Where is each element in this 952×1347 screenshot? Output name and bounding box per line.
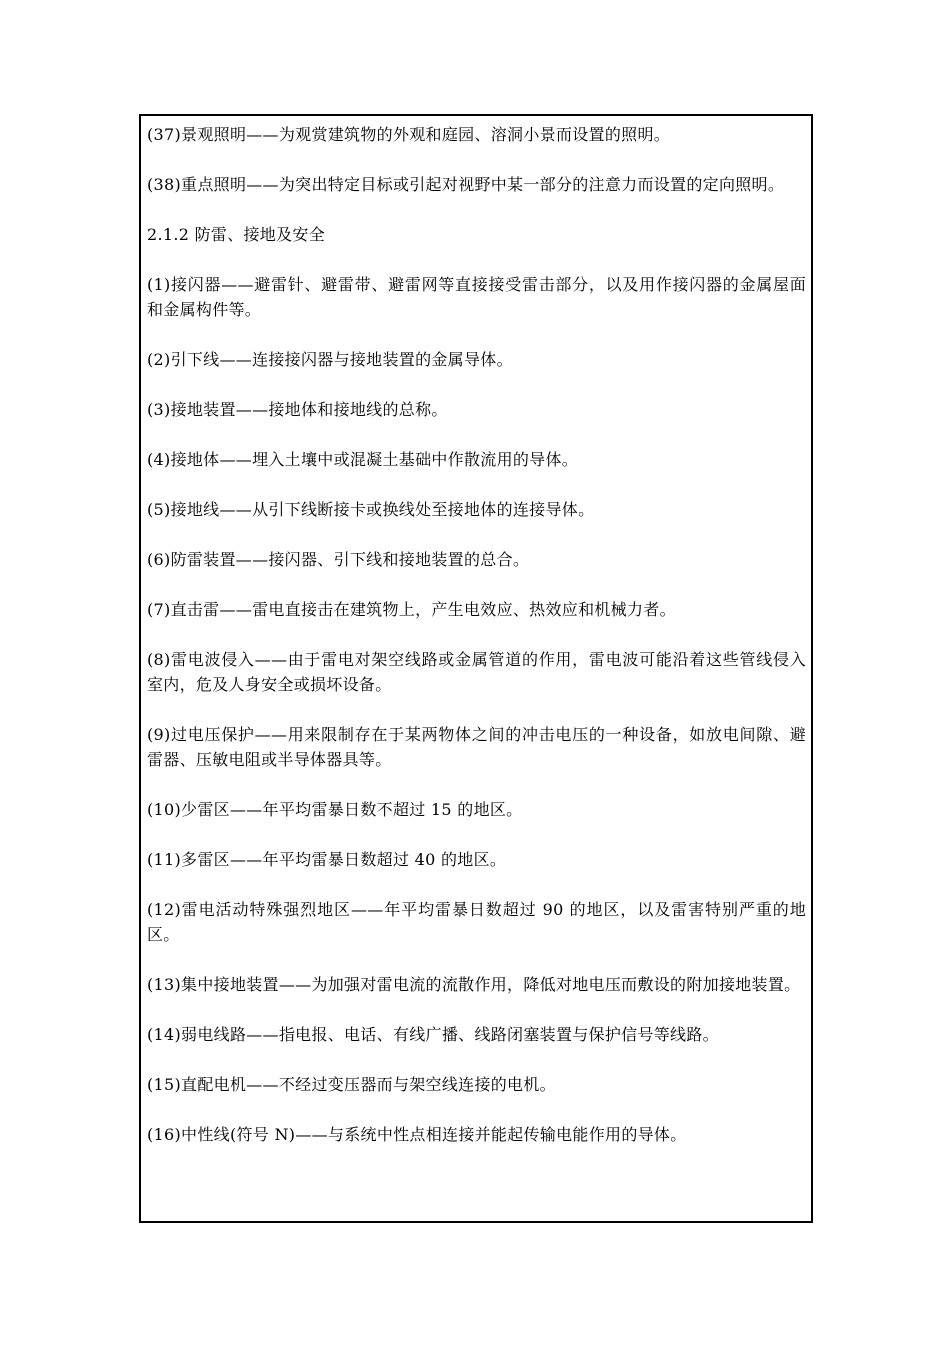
paragraph-38-accent-lighting: (38)重点照明——为突出特定目标或引起对视野中某一部分的注意力而设置的定向照明。 <box>147 175 785 194</box>
paragraph-11-high-thunder-area: (11)多雷区——年平均雷暴日数超过 40 的地区。 <box>147 850 507 869</box>
paragraph-8-lightning-wave-intrusion: (8)雷电波侵入——由于雷电对架空线路或金属管道的作用，雷电波可能沿着这些管线侵入室内，危及人身安全或损坏设备。 <box>147 650 806 694</box>
content-frame <box>139 114 813 1223</box>
paragraph-9-overvoltage-protection: (9)过电压保护——用来限制存在于某两物体之间的冲击电压的一种设备，如放电间隙、避雷器、压敏电阻或半导体器具等。 <box>147 725 806 769</box>
paragraph-4-ground-electrode: (4)接地体——埋入土壤中或混凝土基础中作散流用的导体。 <box>147 450 579 469</box>
paragraph-14-weak-current-line: (14)弱电线路——指电报、电话、有线广播、线路闭塞装置与保护信号等线路。 <box>147 1025 719 1044</box>
paragraph-3-grounding-device: (3)接地装置——接地体和接地线的总称。 <box>147 400 448 419</box>
paragraph-37-landscape-lighting: (37)景观照明——为观赏建筑物的外观和庭园、溶洞小景而设置的照明。 <box>147 125 671 144</box>
paragraph-1-air-terminal: (1)接闪器——避雷针、避雷带、避雷网等直接接受雷击部分，以及用作接闪器的金属屋面和金属构件等。 <box>147 275 806 319</box>
paragraph-12-intense-lightning-area: (12)雷电活动特殊强烈地区——年平均雷暴日数超过 90 的地区，以及雷害特别严重的地区。 <box>147 900 806 944</box>
paragraph-2-down-conductor: (2)引下线——连接接闪器与接地装置的金属导体。 <box>147 350 513 369</box>
paragraph-10-low-thunder-area: (10)少雷区——年平均雷暴日数不超过 15 的地区。 <box>147 800 523 819</box>
paragraph-13-concentrated-grounding: (13)集中接地装置——为加强对雷电流的流散作用，降低对地电压而敷设的附加接地装置。 <box>147 975 801 994</box>
paragraph-7-direct-lightning: (7)直击雷——雷电直接击在建筑物上，产生电效应、热效应和机械力者。 <box>147 600 676 619</box>
section-heading-2-1-2: 2.1.2 防雷、接地及安全 <box>147 225 325 244</box>
paragraph-16-neutral-conductor: (16)中性线(符号 N)——与系统中性点相连接并能起传输电能作用的导体。 <box>147 1125 687 1144</box>
paragraph-6-lightning-protection-system: (6)防雷装置——接闪器、引下线和接地装置的总合。 <box>147 550 530 569</box>
paragraph-15-direct-connected-motor: (15)直配电机——不经过变压器而与架空线连接的电机。 <box>147 1075 556 1094</box>
paragraph-5-grounding-conductor: (5)接地线——从引下线断接卡或换线处至接地体的连接导体。 <box>147 500 595 519</box>
